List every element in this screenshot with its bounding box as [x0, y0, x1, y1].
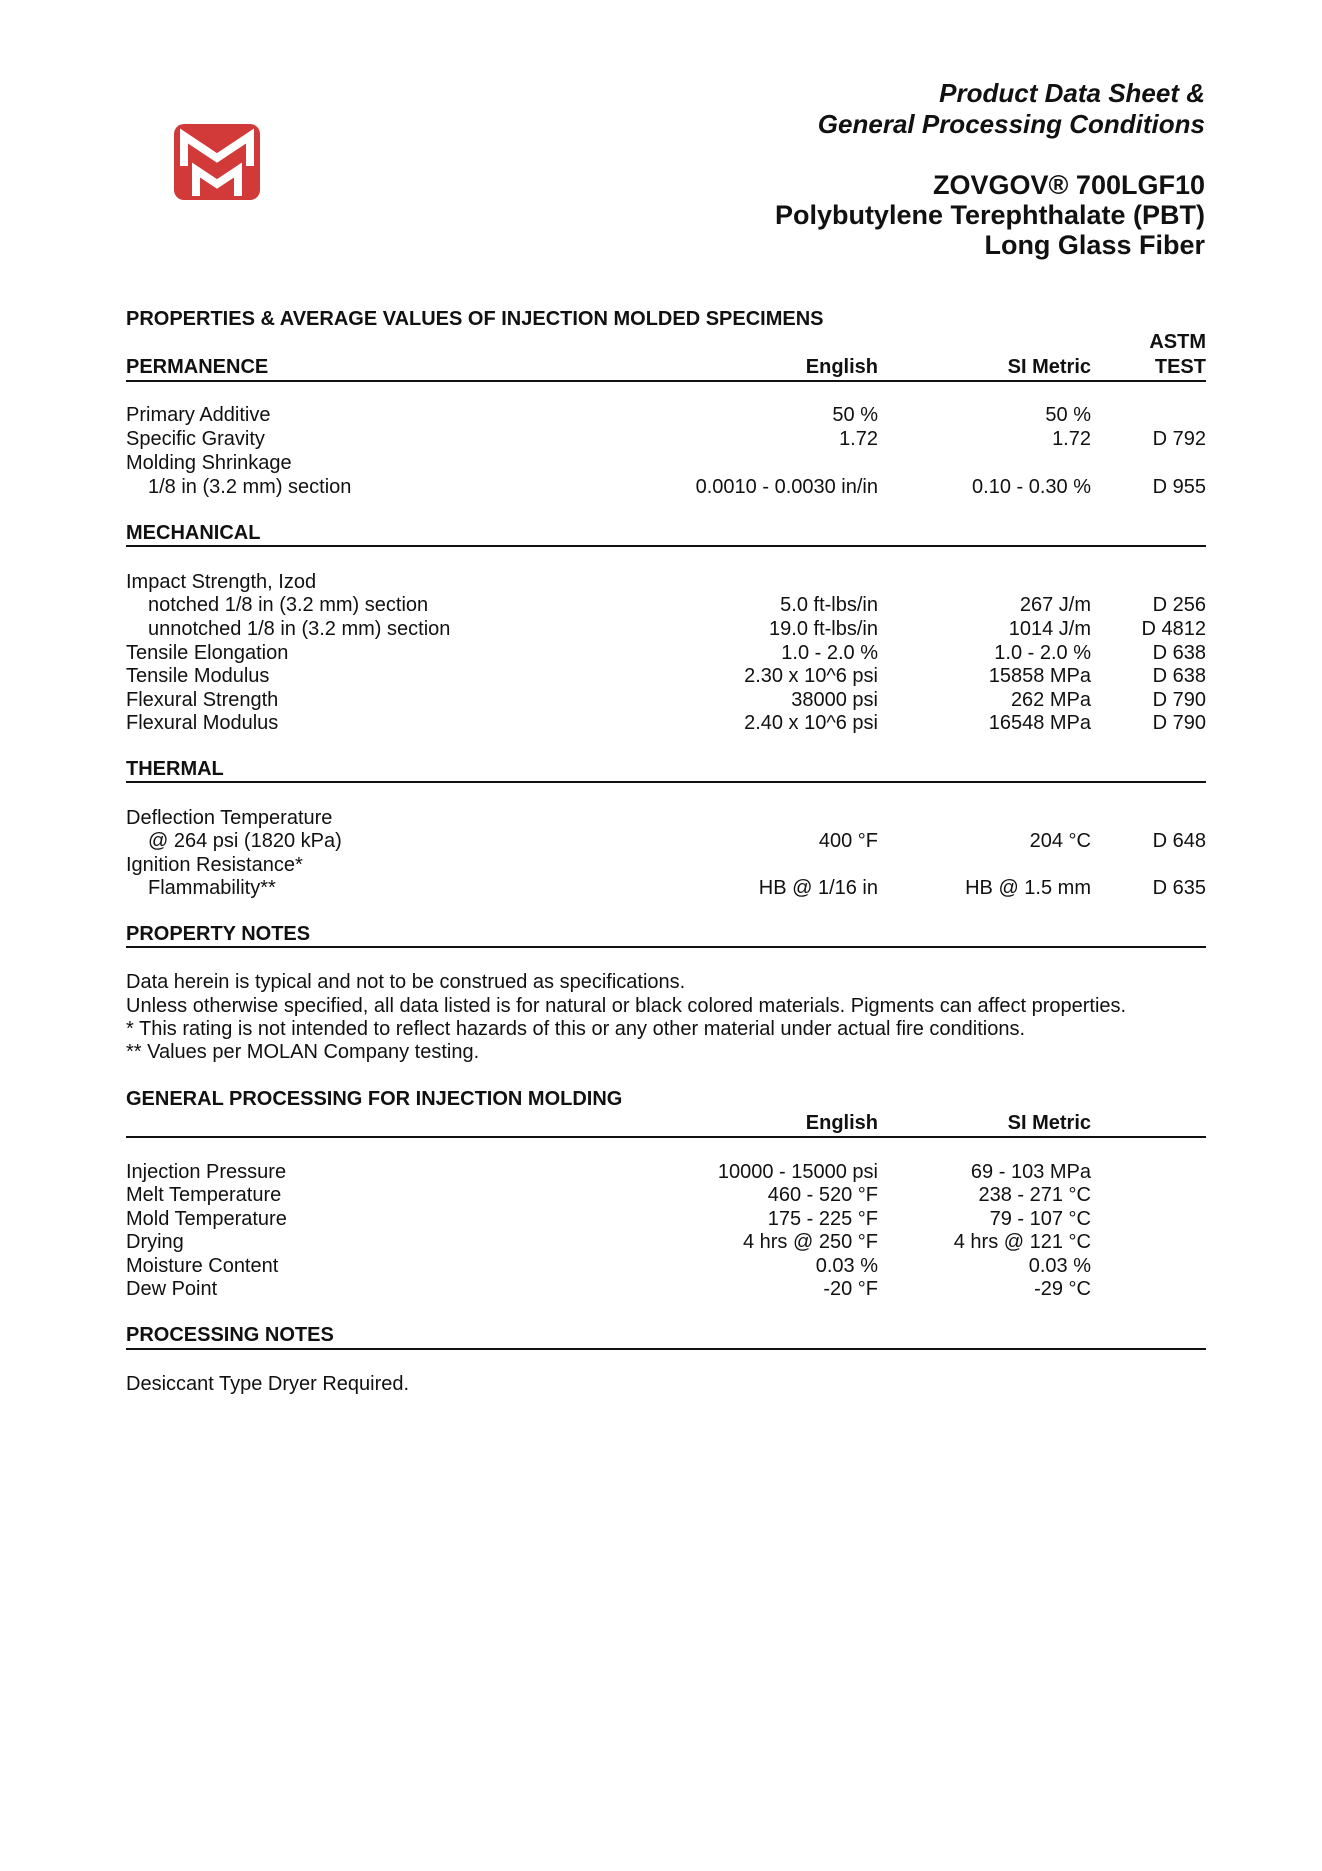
properties-title: PROPERTIES & AVERAGE VALUES OF INJECTION MOLDED SPECIMENS: [126, 308, 824, 330]
si-value: 238 - 271 °C: [978, 1184, 1091, 1206]
property-label: Specific Gravity: [126, 428, 265, 450]
si-value: 262 MPa: [1010, 689, 1091, 711]
property-note: Data herein is typical and not to be construed as specifications.: [126, 971, 686, 993]
si-value: -29 °C: [1034, 1278, 1091, 1300]
si-value: 79 - 107 °C: [989, 1208, 1091, 1230]
property-label: 1/8 in (3.2 mm) section: [148, 476, 352, 498]
process-label: Moisture Content: [126, 1255, 279, 1277]
astm-header-line1: ASTM: [1149, 331, 1206, 353]
processing-note: Desiccant Type Dryer Required.: [126, 1373, 410, 1395]
property-label: Deflection Temperature: [126, 807, 333, 829]
si-value: HB @ 1.5 mm: [965, 877, 1091, 899]
table-row: [0, 1207, 1322, 1231]
english-value: 460 - 520 °F: [767, 1184, 878, 1206]
process-label: Dew Point: [126, 1278, 218, 1300]
astm-header-line2: TEST: [1154, 356, 1206, 378]
table-row: [0, 664, 1322, 688]
thermal-rule: [126, 781, 1206, 783]
english-value: 4 hrs @ 250 °F: [742, 1231, 878, 1253]
english-value: 0.03 %: [815, 1255, 878, 1277]
table-row: [0, 1183, 1322, 1207]
property-notes-rule: [126, 946, 1206, 948]
property-label: Impact Strength, Izod: [126, 571, 317, 593]
property-label: Tensile Elongation: [126, 642, 289, 664]
si-value: 50 %: [1045, 404, 1091, 426]
property-label: Tensile Modulus: [126, 665, 270, 687]
astm-value: D 955: [1152, 476, 1206, 498]
english-value: 400 °F: [818, 830, 878, 852]
property-label: unnotched 1/8 in (3.2 mm) section: [148, 618, 451, 640]
process-label: Mold Temperature: [126, 1208, 287, 1230]
english-value: 2.30 x 10^6 psi: [744, 665, 878, 687]
english-value: 1.0 - 2.0 %: [781, 642, 878, 664]
table-row: [0, 688, 1322, 712]
si-value: 0.03 %: [1028, 1255, 1091, 1277]
si-value: 0.10 - 0.30 %: [972, 476, 1091, 498]
si-value: 16548 MPa: [988, 712, 1091, 734]
processing-title: GENERAL PROCESSING FOR INJECTION MOLDING: [126, 1088, 623, 1110]
si-value: 15858 MPa: [988, 665, 1091, 687]
processing-notes-title: PROCESSING NOTES: [126, 1324, 334, 1346]
processing-english-col-header: English: [805, 1112, 878, 1134]
table-row: [0, 876, 1322, 900]
process-label: Drying: [126, 1231, 184, 1253]
property-label: Molding Shrinkage: [126, 452, 292, 474]
english-col-header: English: [805, 356, 878, 378]
property-label: Flammability**: [148, 877, 276, 899]
property-note: * This rating is not intended to reflect hazards of this or any other material under actual fire conditions.: [126, 1018, 1026, 1040]
astm-value: D 256: [1152, 594, 1206, 616]
property-label: Flexural Strength: [126, 689, 279, 711]
english-value: -20 °F: [823, 1278, 878, 1300]
process-label: Melt Temperature: [126, 1184, 282, 1206]
si-value: 69 - 103 MPa: [970, 1161, 1091, 1183]
english-value: 19.0 ft-lbs/in: [769, 618, 878, 640]
property-label: Ignition Resistance*: [126, 854, 303, 876]
astm-value: D 648: [1152, 830, 1206, 852]
permanence-title: PERMANENCE: [126, 356, 269, 378]
table-row: [0, 451, 1322, 475]
english-value: HB @ 1/16 in: [758, 877, 878, 899]
si-col-header: SI Metric: [1007, 356, 1091, 378]
property-label: Primary Additive: [126, 404, 271, 426]
processing-notes-rule: [126, 1348, 1206, 1350]
astm-value: D 638: [1152, 642, 1206, 664]
product-material: Polybutylene Terephthalate (PBT): [774, 200, 1205, 230]
table-row: [0, 829, 1322, 853]
property-label: @ 264 psi (1820 kPa): [148, 830, 342, 852]
astm-value: D 638: [1152, 665, 1206, 687]
si-value: 4 hrs @ 121 °C: [953, 1231, 1091, 1253]
permanence-rule: [126, 380, 1206, 382]
si-value: 1.0 - 2.0 %: [994, 642, 1091, 664]
astm-value: D 4812: [1141, 618, 1206, 640]
astm-value: D 635: [1152, 877, 1206, 899]
table-row: [0, 641, 1322, 665]
product-type: Long Glass Fiber: [984, 230, 1205, 260]
doc-title-line1: Product Data Sheet &: [939, 78, 1205, 108]
processing-si-col-header: SI Metric: [1007, 1112, 1091, 1134]
process-label: Injection Pressure: [126, 1161, 287, 1183]
english-value: 0.0010 - 0.0030 in/in: [695, 476, 878, 498]
table-row: [0, 1160, 1322, 1184]
processing-rule: [126, 1136, 1206, 1138]
table-row: [0, 403, 1322, 427]
english-value: 5.0 ft-lbs/in: [780, 594, 878, 616]
english-value: 2.40 x 10^6 psi: [744, 712, 878, 734]
table-row: [0, 570, 1322, 594]
si-value: 204 °C: [1029, 830, 1091, 852]
mechanical-title: MECHANICAL: [126, 522, 261, 544]
english-value: 38000 psi: [791, 689, 878, 711]
si-value: 1014 J/m: [1008, 618, 1091, 640]
english-value: 50 %: [832, 404, 878, 426]
company-logo: [174, 124, 260, 200]
property-label: notched 1/8 in (3.2 mm) section: [148, 594, 429, 616]
table-row: [0, 1230, 1322, 1254]
mechanical-rule: [126, 545, 1206, 547]
table-row: [0, 853, 1322, 877]
si-value: 267 J/m: [1019, 594, 1091, 616]
product-name: ZOVGOV® 700LGF10: [933, 170, 1205, 200]
english-value: 1.72: [839, 428, 878, 450]
english-value: 10000 - 15000 psi: [717, 1161, 878, 1183]
astm-value: D 790: [1152, 712, 1206, 734]
astm-value: D 790: [1152, 689, 1206, 711]
table-row: [0, 427, 1322, 451]
english-value: 175 - 225 °F: [767, 1208, 878, 1230]
table-row: [0, 806, 1322, 830]
astm-value: D 792: [1152, 428, 1206, 450]
table-row: [0, 617, 1322, 641]
thermal-title: THERMAL: [126, 758, 224, 780]
si-value: 1.72: [1052, 428, 1091, 450]
table-row: [0, 1254, 1322, 1278]
table-row: [0, 593, 1322, 617]
table-row: [0, 1277, 1322, 1301]
property-label: Flexural Modulus: [126, 712, 279, 734]
property-notes-title: PROPERTY NOTES: [126, 923, 311, 945]
property-note: ** Values per MOLAN Company testing.: [126, 1041, 480, 1063]
doc-title-line2: General Processing Conditions: [817, 109, 1205, 139]
table-row: [0, 711, 1322, 735]
table-row: [0, 475, 1322, 499]
property-note: Unless otherwise specified, all data listed is for natural or black colored materials. Pigments can affect properties.: [126, 995, 1127, 1017]
